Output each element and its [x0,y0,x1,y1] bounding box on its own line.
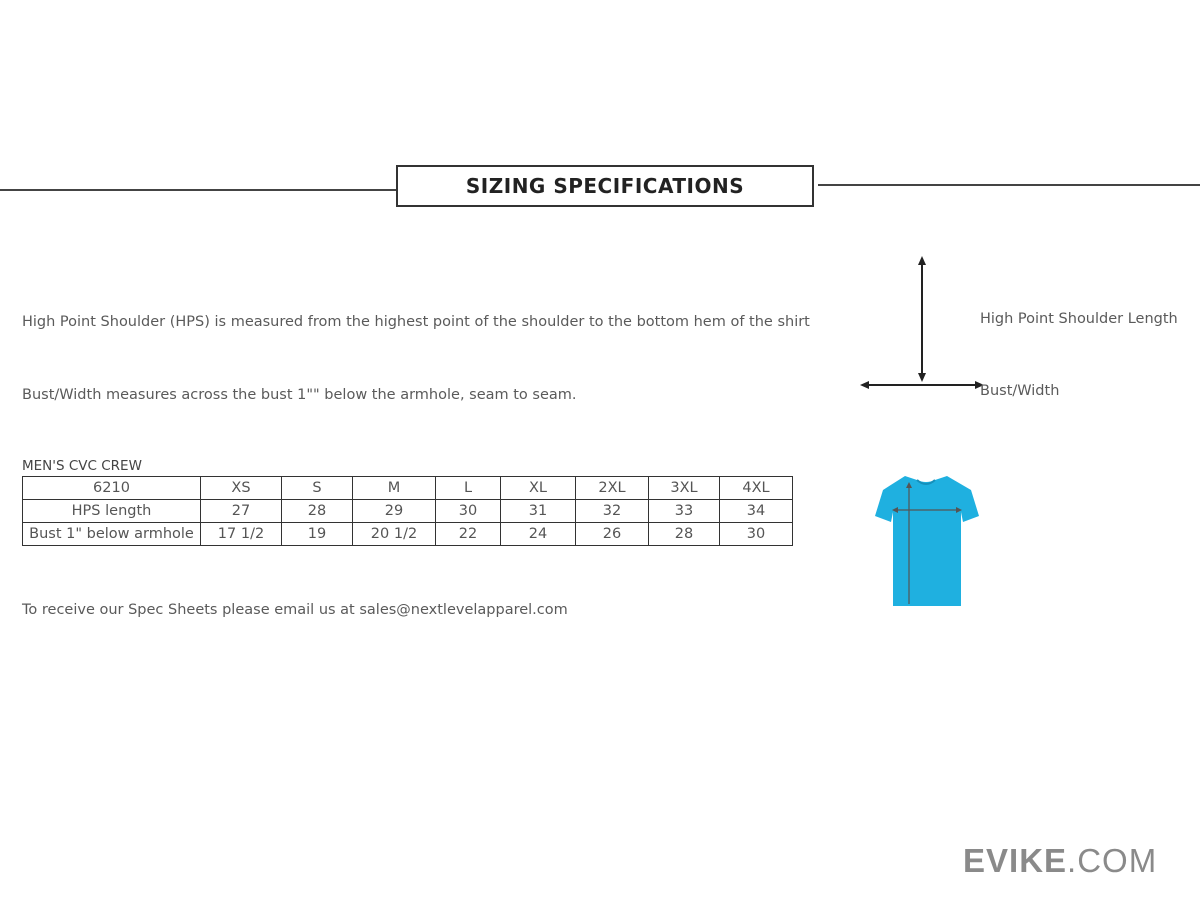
table-cell: 30 [436,500,501,523]
table-cell: Bust 1" below armhole [23,523,201,546]
table-cell: 33 [649,500,720,523]
size-table [22,476,793,546]
table-cell: 2XL [576,477,649,500]
table-title: MEN'S CVC CREW [22,458,142,474]
bust-description: Bust/Width measures across the bust 1"" below the armhole, seam to seam. [22,387,577,403]
brand-name: EVIKE [963,842,1068,879]
table-cell: M [353,477,436,500]
brand-watermark [963,842,1157,880]
table-cell: 6210 [23,477,201,500]
hps-description: High Point Shoulder (HPS) is measured from the highest point of the shoulder to the bottom hem of the shirt [22,314,810,330]
divider-right [818,184,1200,186]
table-cell: 3XL [649,477,720,500]
table-cell: 26 [576,523,649,546]
table-cell: 27 [201,500,282,523]
table-cell: 28 [649,523,720,546]
table-cell: 34 [720,500,793,523]
table-cell: 30 [720,523,793,546]
page-title: SIZING SPECIFICATIONS [396,165,814,207]
brand-domain: .COM [1067,842,1158,879]
table-cell: 24 [501,523,576,546]
spec-sheet-note: To receive our Spec Sheets please email us at sales@nextlevelapparel.com [22,602,568,618]
table-cell: XS [201,477,282,500]
table-cell: 22 [436,523,501,546]
table-cell: 17 1/2 [201,523,282,546]
table-cell: 20 1/2 [353,523,436,546]
table-cell: L [436,477,501,500]
table-cell: S [282,477,353,500]
divider-left [0,189,396,191]
hps-legend-label: High Point Shoulder Length [980,311,1178,327]
table-cell: HPS length [23,500,201,523]
table-row [23,523,793,546]
measurement-arrows-icon [860,256,990,396]
table-cell: 4XL [720,477,793,500]
table-cell: 19 [282,523,353,546]
table-cell: 29 [353,500,436,523]
table-cell: 31 [501,500,576,523]
bust-legend-label: Bust/Width [980,383,1060,399]
table-cell: 32 [576,500,649,523]
table-header-row [23,477,793,500]
table-row [23,500,793,523]
table-cell: XL [501,477,576,500]
table-cell: 28 [282,500,353,523]
tshirt-icon [871,472,981,610]
